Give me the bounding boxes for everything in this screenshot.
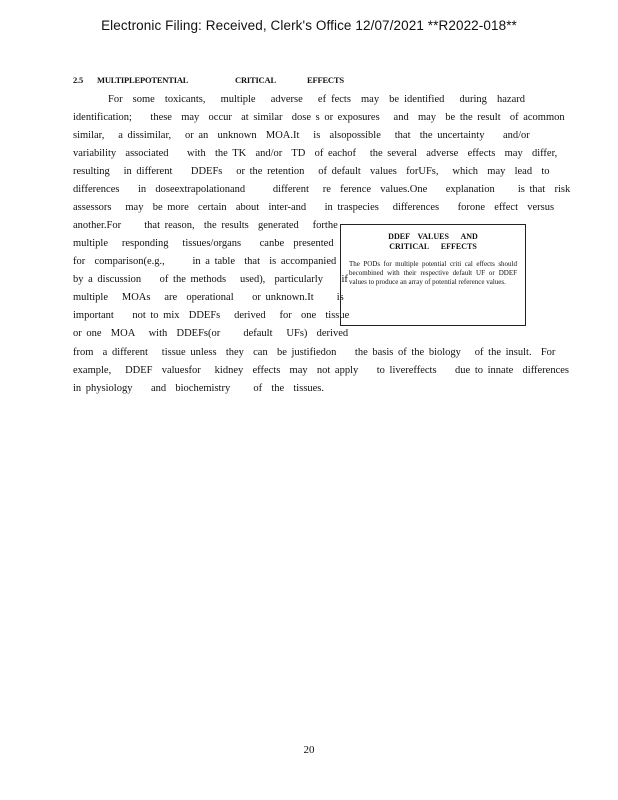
paragraph-line: variability associated with the TK and/or TD of eachof the several adverse effects may differ, <box>73 148 558 159</box>
callout-title <box>349 232 517 252</box>
paragraph-line: from a different tissue unless they can be justifiedon the basis of the biology of the insult. For <box>73 347 556 358</box>
section-heading <box>73 75 533 85</box>
paragraph-line: identification; these may occur at similar dose s or exposures and may be the result of acommon <box>73 112 565 123</box>
paragraph-line: for comparison(e.g., in a table that is accompanied <box>73 256 337 267</box>
paragraph-line: For some toxicants, multiple adverse ef fects may be identified during hazard <box>108 94 525 105</box>
paragraph-line: by a discussion of the methods used), particularly if <box>73 274 348 285</box>
paragraph-line: multiple responding tissues/organs canbe presented <box>73 238 334 249</box>
filing-header: Electronic Filing: Received, Clerk's Office 12/07/2021 **R2022-018** <box>101 18 517 33</box>
section-title-part: CRITICAL <box>235 75 276 85</box>
callout-title-line: CRITICAL EFFECTS <box>389 242 477 251</box>
paragraph-line: differences in doseextrapolationand different re ference values.One explanation is that risk <box>73 184 571 195</box>
paragraph-line: another.For that reason, the results generated forthe <box>73 220 338 231</box>
callout-body: The PODs for multiple potential criti cal effects should becombined with their respective default UF or DDEF values to produce an array of potential reference values. <box>349 260 517 286</box>
paragraph-line: similar, a dissimilar, or an unknown MOA.It is alsopossible that the uncertainty and/or <box>73 130 530 141</box>
paragraph-line: in physiology and biochemistry of the tissues. <box>73 383 325 394</box>
section-number: 2.5 <box>73 75 84 85</box>
paragraph-line: important not to mix DDEFs derived for one tissue <box>73 310 350 321</box>
page-number: 20 <box>303 744 315 756</box>
section-title-part: EFFECTS <box>307 75 344 85</box>
paragraph-line: example, DDEF valuesfor kidney effects may not apply to livereffects due to innate differences <box>73 365 569 376</box>
callout-title-line: DDEF VALUES AND <box>388 232 478 241</box>
paragraph-line: or one MOA with DDEFs(or default UFs) derived <box>73 328 349 339</box>
paragraph-line: multiple MOAs are operational or unknown.It is <box>73 292 344 303</box>
callout-box <box>340 224 526 326</box>
paragraph-line: resulting in different DDEFs or the retention of default values forUFs, which may lead to <box>73 166 550 177</box>
paragraph-line: assessors may be more certain about inter-and in traspecies differences forone effect versus <box>73 202 555 213</box>
section-title-part: MULTIPLEPOTENTIAL <box>97 75 189 85</box>
